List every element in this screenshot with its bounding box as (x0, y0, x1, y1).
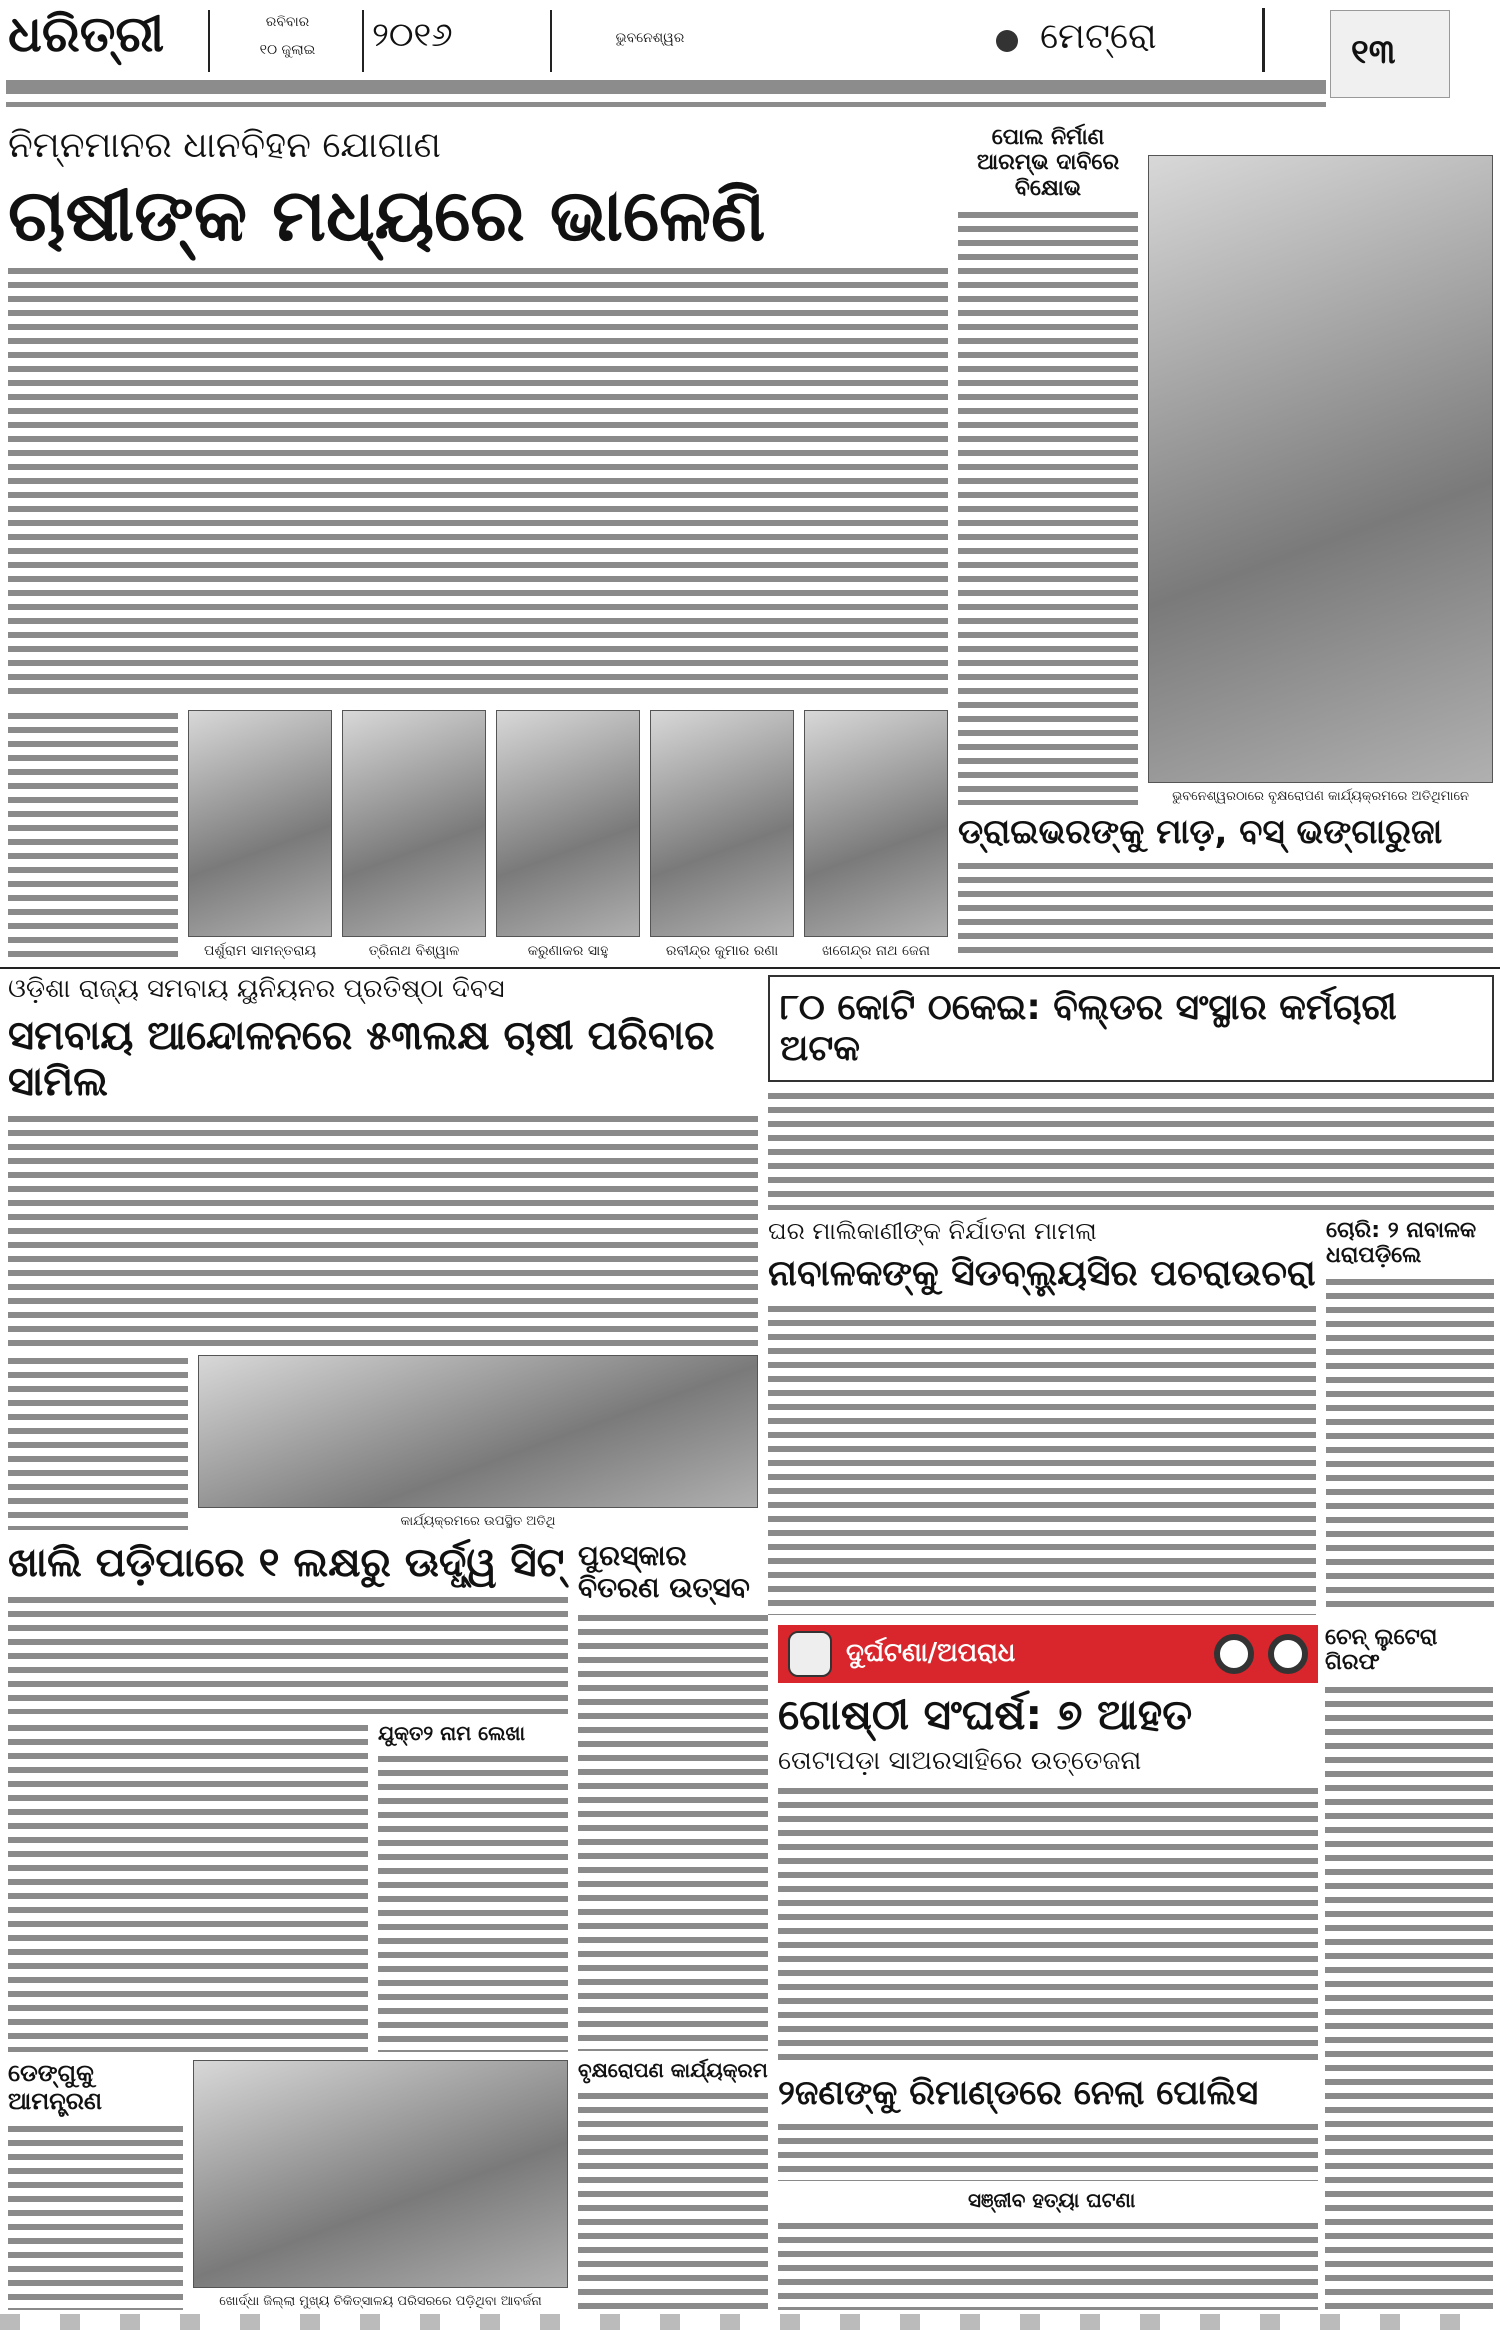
print-registration-marks (0, 2314, 1500, 2330)
coop-headline: ସମବାୟ ଆନ୍ଦୋଳନରେ ୫୩ଲକ୍ଷ ଚାଷୀ ପରିବାର ସାମିଲ (8, 1012, 715, 1105)
driver-body (958, 860, 1493, 960)
plantation-headline: ବୃକ୍ଷରୋପଣ କାର୍ଯ୍ୟକ୍ରମ (578, 2058, 768, 2082)
section-title: ମେଟ୍ରୋ (1040, 16, 1157, 57)
crime-section (778, 1625, 1318, 2310)
play-bullet-icon (996, 30, 1018, 52)
coop-photo (198, 1355, 758, 1508)
award-story (578, 1540, 768, 2310)
bridge-headline: ପୋଲ ନିର୍ମାଣ ଆରମ୍ଭ ଦାବିରେ ବିକ୍ଷୋଭ (976, 125, 1120, 201)
remand-body-2 (778, 2220, 1318, 2310)
photo-caption: ଖଗେନ୍ଦ୍ର ନାଥ ଜେନା (822, 943, 930, 960)
seats-body3 (378, 1753, 568, 2052)
seats-headline: ଖାଲି ପଡ଼ିପାରେ ୧ ଲକ୍ଷରୁ ଊର୍ଦ୍ଧ୍ୱ ସିଟ୍ (8, 1540, 565, 1586)
dengue-body (8, 2123, 183, 2310)
bridge-body (958, 209, 1138, 805)
cwc-headline: ନାବାଳକଙ୍କୁ ସିଡବ୍ଲ୍ୟୁସିର ପଚରାଉଚରା (768, 1253, 1316, 1295)
cwc-body (768, 1303, 1316, 1615)
cwc-kicker: ଘର ମାଲିକାଣୀଙ୍କ ନିର୍ଯାତନା ମାମଲା (768, 1216, 1097, 1245)
middle-right-stories (768, 975, 1494, 1615)
lead-body (8, 265, 948, 702)
lead-kicker: ନିମ୍ନମାନର ଧାନବିହନ ଯୋଗାଣ (8, 125, 441, 166)
photo-caption: କରୁଣାକର ସାହୁ (527, 943, 609, 960)
handcuffs-icon (1214, 1634, 1254, 1674)
year: ୨୦୧୬ (372, 15, 453, 55)
portrait-photo (804, 710, 948, 937)
portrait-photo (342, 710, 486, 937)
coop-story (8, 975, 758, 1530)
lead-story (8, 125, 948, 960)
dengue-caption: ଖୋର୍ଦ୍ଧା ଜିଲ୍ଲା ମୁଖ୍ୟ ଚିକିତ୍ସାଳୟ ପରିସରରେ ପଡ଼ିଥିବା ଆବର୍ଜନା (219, 2294, 542, 2310)
city: ଭୁବନେଶ୍ୱର (615, 30, 685, 46)
award-headline: ପୁରସ୍କାର ବିତରଣ ଉତ୍ସବ (578, 1539, 750, 1605)
clash-body (778, 1785, 1318, 2066)
murder-subhead: ସଞ୍ଜୀବ ହତ୍ୟା ଘଟଣା (968, 2188, 1136, 2212)
top-right-stories (958, 125, 1493, 960)
lead-body-left (8, 710, 178, 960)
chain-story (1325, 1625, 1493, 2310)
remand-headline: ୨ଜଣଙ୍କୁ ରିମାଣ୍ଡରେ ନେଲା ପୋଲିସ (778, 2072, 1259, 2113)
garbage-photo (193, 2060, 568, 2288)
award-body (578, 1612, 768, 2051)
masthead (0, 0, 1500, 115)
fraud-box (768, 975, 1494, 1082)
page-number-tag: ୧୩ (1330, 10, 1450, 98)
dengue-headline: ଡେଙ୍ଗୁକୁ ଆମନ୍ତ୍ରଣ (8, 2059, 103, 2115)
portrait-photo (650, 710, 794, 937)
portrait-photo (188, 710, 332, 937)
photo-caption: ପର୍ଶୁରାମ ସାମନ୍ତରାୟ (203, 943, 317, 960)
paper-logo: ଧରିତ୍ରୀ (8, 5, 165, 63)
lead-photos (8, 710, 948, 960)
clash-headline: ଗୋଷ୍ଠୀ ସଂଘର୍ଷ: ୭ ଆହତ (778, 1690, 1193, 1739)
theft-body (1326, 1276, 1494, 1615)
coop-body (8, 1113, 758, 1347)
fraud-headline: ୮୦ କୋଟି ଠକେଇ: ବିଲ୍ଡର ସଂସ୍ଥାର କର୍ମଚାରୀ ଅଟକ (780, 987, 1397, 1070)
fist-icon (788, 1631, 832, 1677)
seats-body (8, 1594, 568, 1714)
lead-headline: ଚାଷୀଙ୍କ ମଧ୍ୟରେ ଭାଳେଣି (8, 173, 766, 258)
theft-headline: ଚୋରି: ୨ ନାବାଳକ ଧରାପଡ଼ିଲେ (1326, 1217, 1477, 1269)
photo-caption: ତ୍ରିନାଥ ବିଶ୍ୱାଳ (368, 943, 460, 960)
seats-body2 (8, 1722, 368, 2052)
plantation-caption: ଭୁବନେଶ୍ୱରଠାରେ ବୃକ୍ଷରୋପଣ କାର୍ଯ୍ୟକ୍ରମରେ ଅତିଥିମାନେ (1172, 789, 1469, 805)
driver-headline: ଡ୍ରାଇଭରଙ୍କୁ ମାଡ଼, ବସ୍ ଭଙ୍ଗାରୁଜା (958, 811, 1443, 852)
coop-kicker: ଓଡ଼ିଶା ରାଜ୍ୟ ସମବାୟ ୟୁନିୟନର ପ୍ରତିଷ୍ଠା ଦିବସ (8, 974, 505, 1004)
photo-caption: ରବୀନ୍ଦ୍ର କୁମାର ରଣା (665, 943, 779, 960)
portrait-photo (496, 710, 640, 937)
seats-sub: ଯୁକ୍ତ୨ ନାମ ଲେଖା (378, 1721, 526, 1745)
coop-body-left (8, 1355, 188, 1530)
day: ରବିବାର (265, 14, 310, 30)
crime-banner: ଦୁର୍ଘଟଣା/ଅପରାଧ (778, 1625, 1318, 1683)
coop-caption: କାର୍ଯ୍ୟକ୍ରମରେ ଉପସ୍ଥିତ ଅତିଥି (400, 1514, 556, 1530)
date: ୧୦ ଜୁଲାଇ (259, 42, 316, 58)
fraud-body (768, 1090, 1494, 1210)
chain-body (1325, 1684, 1493, 2310)
bottom-left-stories (8, 1540, 568, 2310)
plantation-body (578, 2090, 768, 2310)
remand-body (778, 2121, 1318, 2181)
plantation-photo (1148, 155, 1493, 783)
clash-sub: ତୋଟାପଡ଼ା ସାଅରସାହିରେ ଉତ୍ତେଜନା (778, 1746, 1142, 1777)
chain-headline: ଚେନ୍ ଲୁଟେରା ଗିରଫ (1325, 1625, 1438, 1676)
